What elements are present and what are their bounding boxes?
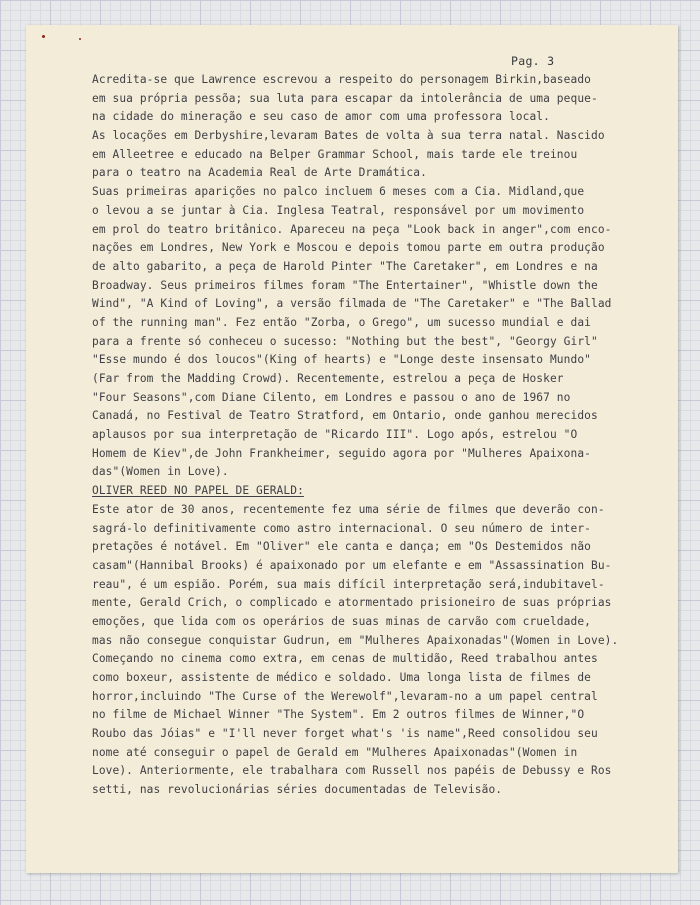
text-line: Roubo das Jóias" e "I'll never forget what's 'is name",Reed consolidou seu xyxy=(92,727,598,741)
text-line: Canadá, no Festival de Teatro Stratford, em Ontario, onde ganhou merecidos xyxy=(92,409,598,423)
text-line: horror,incluindo "The Curse of the Werewolf",levaram-no a um papel central xyxy=(92,689,598,703)
text-line: "Esse mundo é dos loucos"(King of hearts) e "Longe deste insensato Mundo" xyxy=(92,353,591,367)
text-line: of the running man". Fez então "Zorba, o Grego", um sucesso mundial e dai xyxy=(92,315,591,329)
text-line: sagrá-lo definitivamente como astro internacional. O seu número de inter- xyxy=(92,521,591,535)
text-line: mas não consegue conquistar Gudrun, em "Mulheres Apaixonadas"(Women in Love). xyxy=(92,633,619,647)
text-line: Este ator de 30 anos, recentemente fez uma série de filmes que deverão con- xyxy=(92,502,605,516)
text-line: aplausos por sua interpretação de "Ricardo III". Logo após, estrelou "O xyxy=(92,428,578,442)
text-line: o levou a se juntar à Cia. Inglesa Teatral, responsável por um movimento xyxy=(92,203,585,217)
ink-dot-mark xyxy=(42,35,45,38)
text-line: Wind", "A Kind of Loving", a versão filmada de "The Caretaker" e "The Ballad xyxy=(92,297,612,311)
text-line: para a frente só conheceu o sucesso: "Nothing but the best", "Georgy Girl" xyxy=(92,334,598,348)
text-line: para o teatro na Academia Real de Arte Dramática. xyxy=(92,166,427,180)
text-line: "Four Seasons",com Diane Cilento, em Londres e passou o ano de 1967 no xyxy=(92,390,571,404)
paragraph-oliver-reed xyxy=(92,501,672,800)
text-line: nações em Londres, New York e Moscou e depois tomou parte em outra produção xyxy=(92,241,605,255)
text-line: mente, Gerald Crich, o complicado e atormentado prisioneiro de suas próprias xyxy=(92,596,612,610)
text-line: Suas primeiras aparições no palco incluem 6 meses com a Cia. Midland,que xyxy=(92,185,585,199)
text-line: das"(Women in Love). xyxy=(92,465,229,479)
text-line: em Alleetree e educado na Belper Grammar School, mais tarde ele treinou xyxy=(92,147,578,161)
page-number: Pag. 3 xyxy=(511,54,555,68)
text-line: (Far from the Madding Crowd). Recentemente, estrelou a peça de Hosker xyxy=(92,372,564,385)
text-line: nome até conseguir o papel de Gerald em "Mulheres Apaixonadas"(Women in xyxy=(92,745,578,759)
typewritten-page xyxy=(26,25,678,873)
text-line: Acredita-se que Lawrence escrevou a respeito do personagem Birkin,baseado xyxy=(92,73,591,86)
text-line: em prol do teatro britânico. Apareceu na peça "Look back in anger",com enco- xyxy=(92,222,612,236)
section-heading: OLIVER REED NO PAPEL DE GERALD: xyxy=(92,484,304,498)
text-line: de alto gabarito, a peça de Harold Pinter "The Caretaker", em Londres e na xyxy=(92,259,598,273)
text-line: em sua própria pessõa; sua luta para escapar da intolerância de uma peque- xyxy=(92,91,598,105)
text-line: reau", é um espião. Porém, sua mais difícil interpretação será,indubitavel- xyxy=(92,577,605,591)
paragraph-intro xyxy=(92,71,672,183)
text-line: Broadway. Seus primeiros filmes foram "The Entertainer", "Whistle down the xyxy=(92,278,598,292)
text-line: no filme de Michael Winner "The System". Em 2 outros filmes de Winner,"O xyxy=(92,708,585,722)
text-line: pretações é notável. Em "Oliver" ele canta e dança; em "Os Destemidos não xyxy=(92,540,591,554)
text-line: Homem de Kiev",de John Frankheimer, seguido agora por "Mulheres Apaixona- xyxy=(92,446,591,460)
text-line: As locações em Derbyshire,levaram Bates de volta à sua terra natal. Nascido xyxy=(92,129,605,143)
document-body xyxy=(92,71,672,800)
text-line: Começando no cinema como extra, em cenas de multidão, Reed trabalhou antes xyxy=(92,652,598,666)
paragraph-career xyxy=(92,183,672,482)
text-line: Love). Anteriormente, ele trabalhara com Russell nos papéis de Debussy e Ros xyxy=(92,764,612,778)
text-line: emoções, que lida com os operários de suas minas de carvão com crueldade, xyxy=(92,614,591,628)
text-line: como boxeur, assistente de médico e soldado. Uma longa lista de filmes de xyxy=(92,671,591,684)
text-line: casam"(Hannibal Brooks) é apaixonado por um elefante e em "Assassination Bu- xyxy=(92,558,612,572)
text-line: setti, nas revolucionárias séries documentadas de Televisão. xyxy=(92,783,503,797)
ink-dot-mark xyxy=(79,38,81,40)
text-line: na cidade do mineração e seu caso de amor com uma professora local. xyxy=(92,110,550,124)
